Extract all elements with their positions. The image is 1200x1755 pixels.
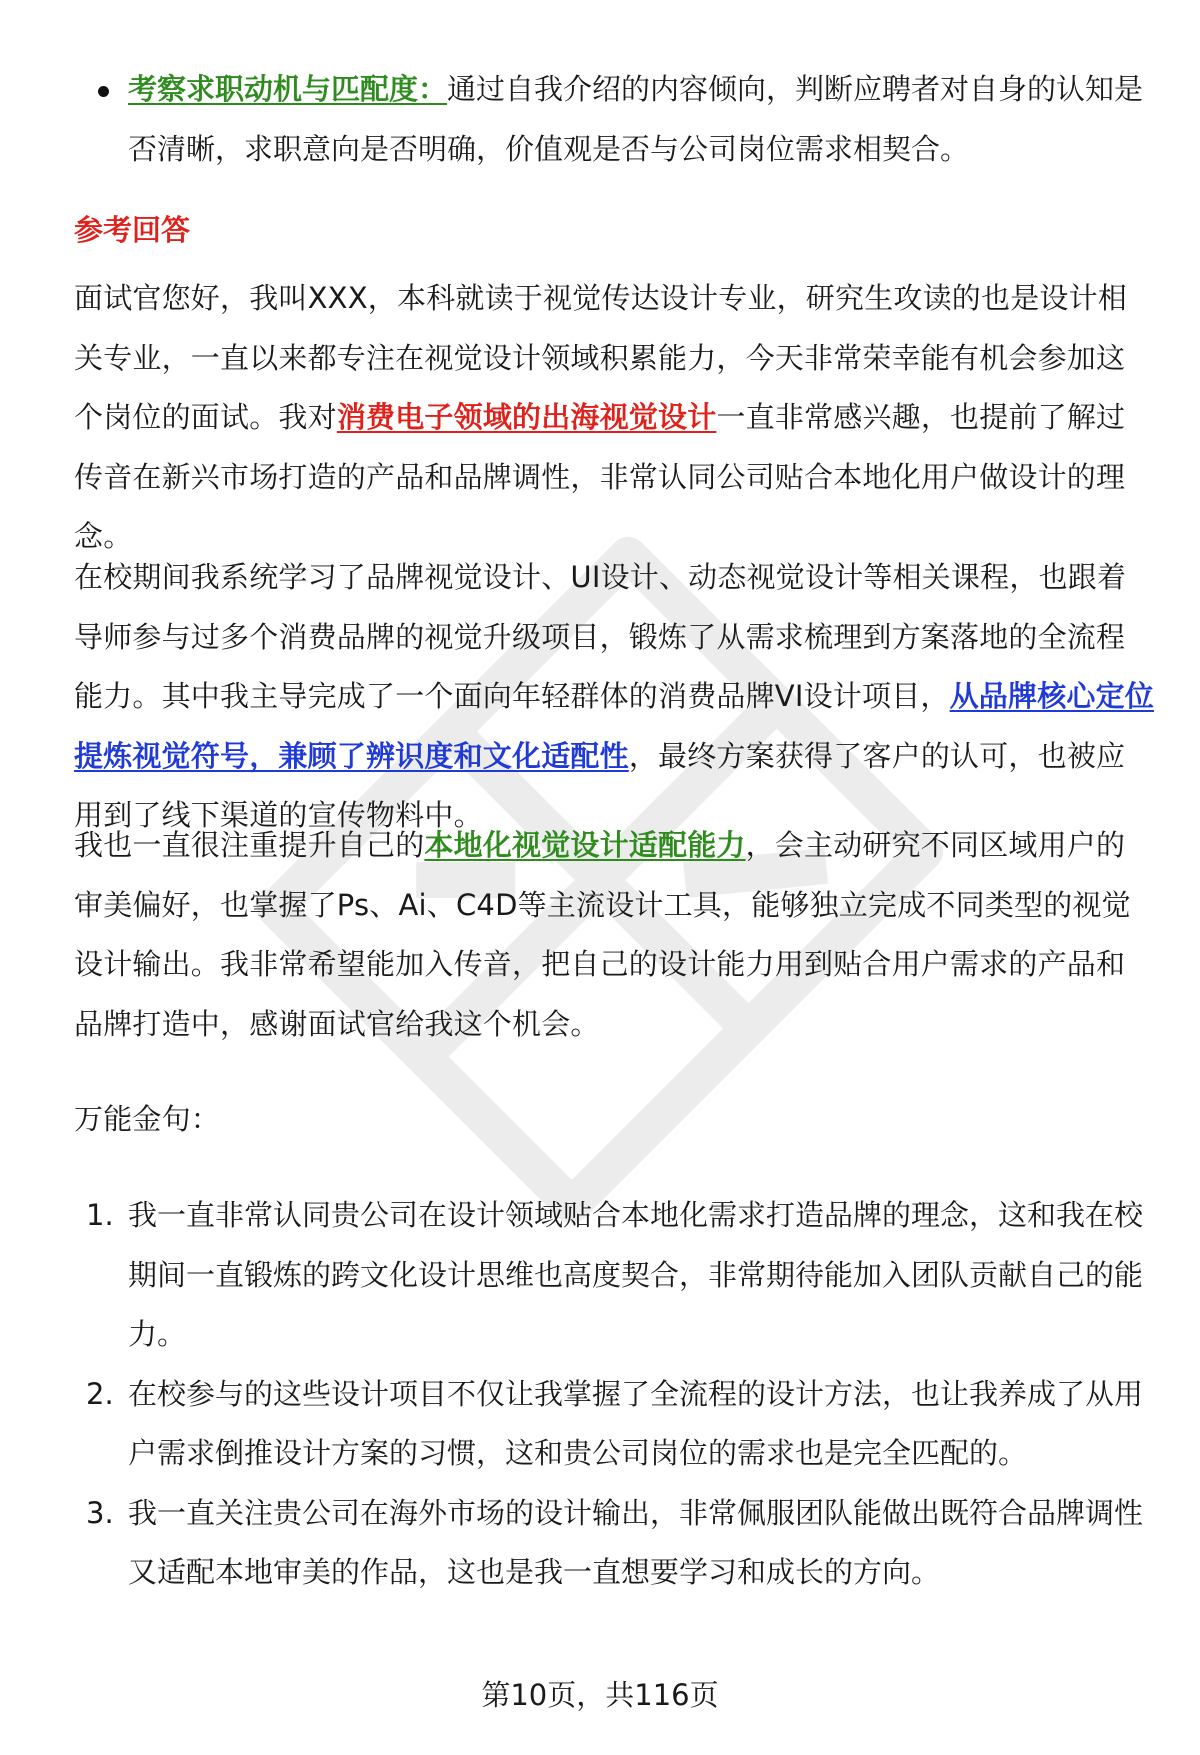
list-item-number: 3. bbox=[86, 1495, 114, 1530]
bullet-dot-icon bbox=[98, 86, 109, 97]
list-item bbox=[74, 1186, 1154, 1365]
list-item-number: 2. bbox=[86, 1376, 114, 1411]
list-item bbox=[74, 1365, 1154, 1484]
list-item-text: 我一直非常认同贵公司在设计领域贴合本地化需求打造品牌的理念，这和我在校期间一直锻炼的跨文化设计思维也高度契合，非常期待能加入团队贡献自己的能力。 bbox=[128, 1198, 1144, 1351]
list-item-text: 我一直关注贵公司在海外市场的设计输出，非常佩服团队能做出既符合品牌调性又适配本地审美的作品，这也是我一直想要学习和成长的方向。 bbox=[128, 1495, 1144, 1589]
answer-paragraph-1 bbox=[74, 269, 1154, 567]
para2-text-after: ，最终方案获得了客户的认可，也被应用到了线下渠道的宣传物料中。 bbox=[74, 738, 1126, 832]
list-item bbox=[74, 1484, 1154, 1603]
para2-highlight: 从品牌核心定位提炼视觉符号，兼顾了辨识度和文化适配性 bbox=[74, 679, 1154, 773]
para1-text-before: 面试官您好，我叫XXX，本科就读于视觉传达设计专业，研究生攻读的也是设计相关专业，一直以来都专注在视觉设计领域积累能力，今天非常荣幸能有机会参加这个岗位的面试。我对 bbox=[74, 281, 1128, 434]
golden-sentence-list bbox=[74, 1186, 1154, 1603]
golden-heading: 万能金句： bbox=[74, 1102, 221, 1136]
answer-paragraph-2 bbox=[74, 548, 1154, 846]
page-number-footer: 第10页，共116页 bbox=[481, 1678, 719, 1712]
para1-highlight: 消费电子领域的出海视觉设计 bbox=[336, 400, 717, 434]
para3-text-after: ，会主动研究不同区域用户的审美偏好，也掌握了Ps、Ai、C4D等主流设计工具，能够独立完成不同类型的视觉设计输出。我非常希望能加入传音，把自己的设计能力用到贴合用户需求的产品和品牌打造中，感谢面试官给我这个机会。 bbox=[74, 828, 1131, 1041]
para2-text-before: 在校期间我系统学习了品牌视觉设计、UI设计、动态视觉设计等相关课程，也跟着导师参与过多个消费品牌的视觉升级项目，锻炼了从需求梳理到方案落地的全流程能力。其中我主导完成了一个面向年轻群体的消费品牌VI设计项目， bbox=[74, 560, 1127, 713]
list-item-text: 在校参与的这些设计项目不仅让我掌握了全流程的设计方法，也让我养成了从用户需求倒推设计方案的习惯，这和贵公司岗位的需求也是完全匹配的。 bbox=[128, 1376, 1144, 1470]
bullet-body: 通过自我介绍的内容倾向，判断应聘者对自身的认知是否清晰，求职意向是否明确，价值观是否与公司岗位需求相契合。 bbox=[128, 72, 1144, 166]
list-item-number: 1. bbox=[86, 1198, 114, 1232]
section-heading: 参考回答 bbox=[74, 213, 191, 247]
bullet-label: 考察求职动机与匹配度： bbox=[128, 72, 448, 106]
para1-text-after: 一直非常感兴趣，也提前了解过传音在新兴市场打造的产品和品牌调性，非常认同公司贴合本地化用户做设计的理念。 bbox=[74, 400, 1126, 553]
bullet-text bbox=[128, 60, 1158, 179]
para3-highlight: 本地化视觉设计适配能力 bbox=[424, 828, 746, 862]
answer-paragraph-3 bbox=[74, 816, 1154, 1054]
para3-text-before: 我也一直很注重提升自己的 bbox=[74, 828, 425, 862]
